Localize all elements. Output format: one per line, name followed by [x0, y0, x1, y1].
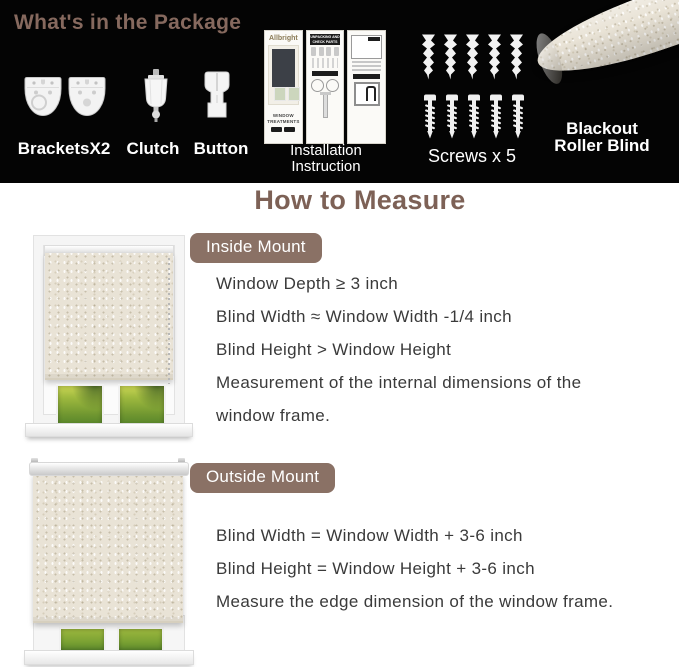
circle-shape — [326, 79, 339, 92]
part-shape — [319, 47, 324, 56]
bottom-rail — [33, 617, 183, 623]
badge-shape — [271, 127, 282, 132]
wall-anchor-icon — [442, 33, 459, 82]
window-pane — [56, 384, 104, 428]
package-title: What's in the Package — [14, 11, 242, 34]
measure-title: How to Measure — [254, 185, 466, 215]
wall-anchor-icon — [486, 33, 503, 82]
part-shape — [334, 47, 339, 56]
button-image — [202, 71, 232, 126]
clutch-image — [139, 69, 173, 128]
clutch-label: Clutch — [126, 139, 180, 158]
step-circles — [310, 79, 341, 92]
screw-icon — [490, 93, 502, 140]
inside-mount-window-image — [33, 235, 191, 445]
wrench-icon — [366, 86, 376, 101]
bracket-icon — [67, 75, 107, 118]
booklet-middle-panel — [306, 30, 345, 144]
step-bar — [312, 71, 339, 76]
booklet-cover-panel — [264, 30, 303, 144]
clutch-icon — [139, 69, 173, 123]
inside-mount-line: Blind Height > Window Height — [216, 340, 452, 359]
inside-mount-line: window frame. — [216, 406, 331, 425]
inside-mount-line: Blind Width ≈ Window Width -1/4 inch — [216, 307, 512, 326]
screw-icon — [446, 93, 458, 140]
booklet-panel-header: UNPACKING AND CHECK PARTS — [310, 35, 340, 44]
brackets-label: BracketsX2 — [17, 139, 111, 158]
text-line-graphic — [352, 65, 381, 67]
installation-label-line1: Installation — [290, 142, 362, 159]
installation-label-line2: Instruction — [291, 158, 361, 175]
wall-anchor-icon — [464, 33, 481, 82]
installation-label — [274, 143, 378, 175]
wall-anchor-icon — [508, 33, 525, 82]
brand-logo: Allbright — [268, 35, 298, 42]
booklet-right-panel — [347, 30, 386, 144]
text-line-graphic — [352, 61, 381, 63]
blind-fabric — [45, 253, 173, 380]
bottom-rail — [45, 374, 173, 380]
button-icon — [202, 71, 232, 121]
outside-mount-line: Blind Height = Window Height + 3-6 inch — [216, 559, 535, 578]
blind-fabric — [33, 473, 183, 623]
inside-mount-line: Window Depth ≥ 3 inch — [216, 274, 399, 293]
pull-chain — [168, 258, 170, 384]
window-wrench-diagram — [354, 82, 380, 106]
circle-shape — [311, 79, 324, 92]
ceiling-diagram — [351, 35, 382, 59]
outside-mount-window-image — [0, 455, 200, 667]
installation-instruction-image — [264, 30, 386, 144]
part-shape — [326, 47, 331, 56]
window-sill — [24, 650, 194, 665]
booklet-badges — [265, 127, 302, 132]
inside-mount-badge: Inside Mount — [190, 233, 322, 263]
screw-icon — [468, 93, 480, 140]
window-sill — [25, 423, 193, 437]
button-label: Button — [193, 139, 249, 158]
text-line-graphic — [352, 69, 381, 71]
window-pane — [59, 627, 106, 652]
blackout-blind-label — [543, 120, 661, 154]
window-frame — [33, 235, 185, 425]
booklet-footer-text — [265, 113, 302, 124]
screw-icon — [424, 93, 436, 140]
wall-anchor-icon — [420, 33, 437, 82]
outside-mount-badge: Outside Mount — [190, 463, 335, 493]
parts-hatch-graphic — [312, 58, 339, 68]
bracket-icon — [23, 75, 63, 118]
screw-icon — [512, 93, 524, 140]
badge-shape — [284, 127, 295, 132]
step-bar — [353, 74, 380, 79]
window-pane — [117, 627, 164, 652]
outside-mount-line: Measure the edge dimension of the window frame. — [216, 592, 614, 611]
part-shape — [311, 47, 316, 56]
booklet-footer-line1: WINDOW — [272, 113, 294, 118]
package-section — [0, 0, 679, 183]
inside-mount-line: Measurement of the internal dimensions of the — [216, 373, 582, 392]
step-bar — [368, 37, 380, 41]
booklet-footer-line2: TREATMENTS — [267, 118, 300, 124]
pole-graphic — [323, 94, 328, 118]
anchors-image — [420, 33, 525, 82]
blind-label-line1: Blackout — [566, 119, 638, 138]
outside-mount-line: Blind Width = Window Width + 3-6 inch — [216, 526, 523, 545]
cover-pane-graphic — [274, 87, 286, 101]
cover-pane-graphic — [288, 87, 300, 101]
window-pane — [118, 384, 166, 428]
screws-image — [424, 93, 524, 140]
parts-icons — [310, 47, 341, 56]
brackets-image — [23, 75, 107, 118]
screws-label: Screws x 5 — [427, 146, 517, 166]
roller-tube — [29, 462, 189, 476]
rolled-blind-image — [529, 0, 679, 89]
booklet-cover-photo — [268, 45, 299, 105]
dark-blind-graphic — [272, 49, 295, 87]
blind-label-line2: Roller Blind — [554, 136, 650, 155]
